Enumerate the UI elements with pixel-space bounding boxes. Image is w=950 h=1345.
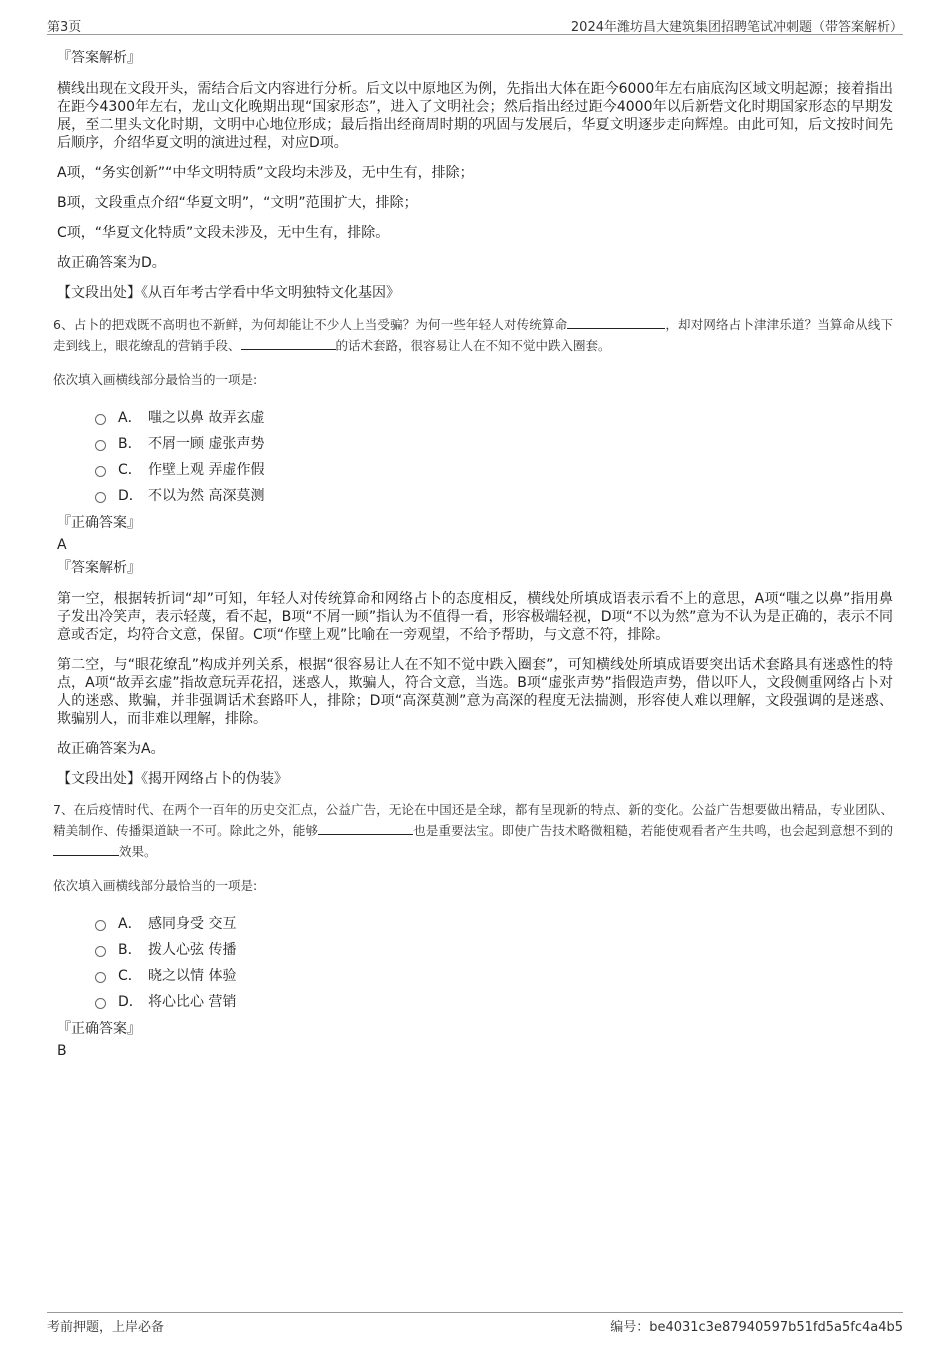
answer-tag: 『正确答案』 [57,1021,141,1037]
radio-icon[interactable] [95,440,106,451]
option-c[interactable]: C． 作壁上观 弄虚作假 [95,456,893,482]
source-citation: 【文段出处】《揭开网络占卜的伪装》 [57,771,288,787]
option-b[interactable]: B． 拨人心弦 传播 [95,936,893,962]
question-6-stem: 6、占卜的把戏既不高明也不新鲜，为何却能让不少人上当受骗？为何一些年轻人对传统算命 ，却对网络占卜津津乐道？当算命从线下走到线上，眼花缭乱的营销手段、 的话术套路，很容易让人在不知不觉中跌入圈套。 [53,314,893,356]
option-b[interactable]: B． 不屑一顾 虚张声势 [95,430,893,456]
fill-blank [241,335,336,350]
analysis-option-a: A项，“务实创新”“中华文明特质”文段均未涉及，无中生有，排除； [57,165,474,181]
fill-blank [318,820,413,835]
question-prompt: 依次填入画横线部分最恰当的一项是: [53,372,258,387]
question-7-stem: 7、在后疫情时代、在两个一百年的历史交汇点，公益广告，无论在中国还是全球，都有呈现新的特点、新的变化。公益广告想要做出精品，专业团队、精美制作、传播渠道缺一不可。除此之外，能够 也是重要法宝。即使广告技术略微粗糙，若能使观看者产生共鸣，也会起到意想不到的效果。 [53,802,893,859]
analysis-option-b: B项，文段重点介绍“华夏文明”，“文明”范围扩大，排除； [57,195,418,211]
page-number: 第3页 [47,20,82,35]
analysis-tag: 『答案解析』 [57,560,141,576]
radio-icon[interactable] [95,414,106,425]
option-a[interactable]: A． 感同身受 交互 [95,910,893,936]
radio-icon[interactable] [95,946,106,957]
analysis-paragraph: 第一空，根据转折词“却”可知，年轻人对传统算命和网络占卜的态度相反，横线处所填成语表示看不上的意思，A项“嗤之以鼻”指用鼻子发出冷笑声，表示轻蔑，看不起，B项“不屑一顾”指认为不值得一看，形容极端轻视，D项“不以为然”意为不认为是正确的，表示不同意或否定，均符合文意，保留。C项“作壁上观”比喻在一旁观望，不给予帮助，与文意不符，排除。 [57,591,893,643]
options-list [95,910,893,1014]
radio-icon[interactable] [95,972,106,983]
document-title: 2024年潍坊昌大建筑集团招聘笔试冲刺题（带答案解析） [570,20,903,35]
analysis-tag: 『答案解析』 [57,50,141,66]
analysis-option-c: C项，“华夏文化特质”文段未涉及，无中生有，排除。 [57,225,390,241]
correct-answer-statement: 故正确答案为D。 [57,255,166,271]
radio-icon[interactable] [95,920,106,931]
option-d[interactable]: D． 不以为然 高深莫测 [95,482,893,508]
question-prompt: 依次填入画横线部分最恰当的一项是: [53,878,258,893]
answer-tag: 『正确答案』 [57,515,141,531]
document-id: 编号：be4031c3e87940597b51fd5a5fc4a4b5 [610,1320,903,1335]
fill-blank [567,314,665,329]
page-footer [47,1312,903,1335]
options-list [95,404,893,508]
option-c[interactable]: C． 晓之以情 体验 [95,962,893,988]
answer-value: B [57,1043,67,1059]
page-header [47,14,903,35]
analysis-paragraph: 横线出现在文段开头，需结合后文内容进行分析。后文以中原地区为例，先指出大体在距今6000年左右庙底沟区域文明起源；接着指出在距今4300年左右，龙山文化晚期出现“国家形态”，进入了文明社会；然后指出经过距今4000年以后新砦文化时期国家形态的早期发展，至二里头文化时期，文明中心地位形成；最后指出经商周时期的巩固与发展后，华夏文明逐步走向辉煌。由此可知，后文按时间先后顺序，介绍华夏文明的演进过程，对应D项。 [57,81,893,151]
option-a[interactable]: A． 嗤之以鼻 故弄玄虚 [95,404,893,430]
radio-icon[interactable] [95,492,106,503]
radio-icon[interactable] [95,466,106,477]
footer-slogan: 考前押题，上岸必备 [47,1320,165,1335]
source-citation: 【文段出处】《从百年考古学看中华文明独特文化基因》 [57,285,400,301]
answer-value: A [57,537,67,553]
option-d[interactable]: D． 将心比心 营销 [95,988,893,1014]
fill-blank [53,841,119,856]
analysis-paragraph: 第二空，与“眼花缭乱”构成并列关系，根据“很容易让人在不知不觉中跌入圈套”，可知横线处所填成语要突出话术套路具有迷惑性的特点，A项“故弄玄虚”指故意玩弄花招，迷惑人，欺骗人，符合文意，当选。B项“虚张声势”指假造声势，借以吓人，文段侧重网络占卜对人的迷惑、欺骗，并非强调话术套路吓人，排除；D项“高深莫测”意为高深的程度无法揣测，形容使人难以理解，文段强调的是迷惑、欺骗别人，而非难以理解，排除。 [57,657,893,727]
correct-answer-statement: 故正确答案为A。 [57,741,165,757]
radio-icon[interactable] [95,998,106,1009]
document-body [53,48,893,1064]
